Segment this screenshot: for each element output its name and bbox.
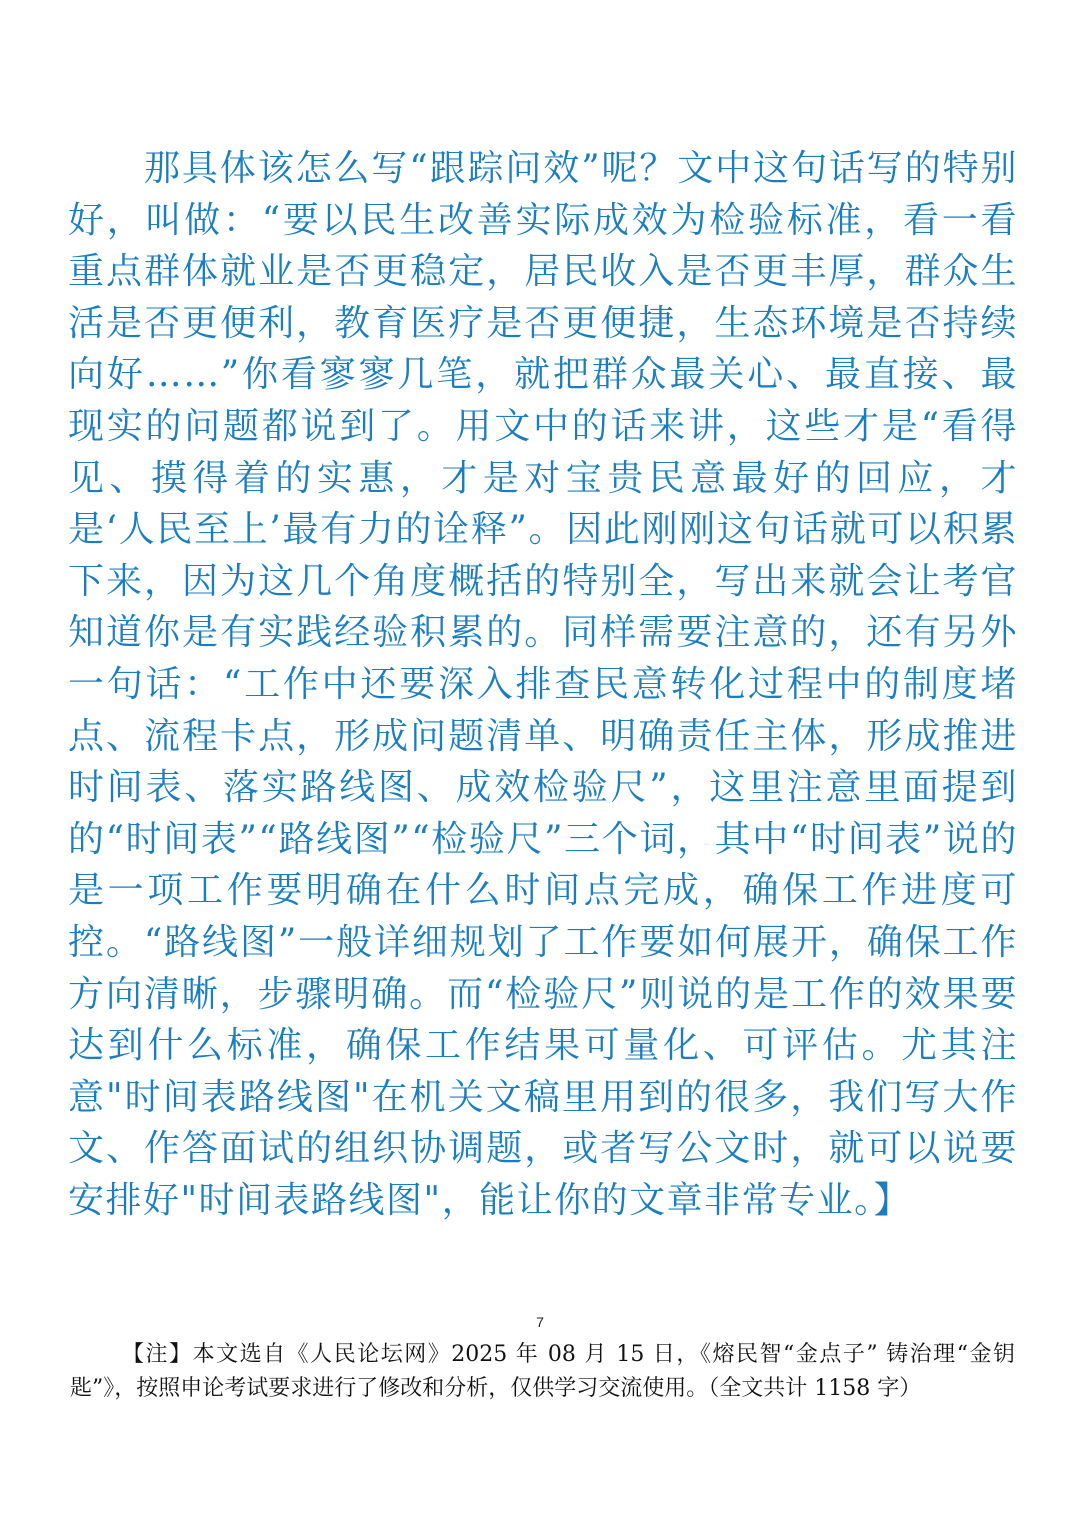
footnote: 【注】本文选自《人民论坛网》2025 年 08 月 15 日，《熔民智“金点子” 铸治理“金钥匙”》，按照申论考试要求进行了修改和分析，仅供学习交流使用。（全文共计 1158 字）: [70, 1342, 1015, 1401]
body-paragraph: 那具体该怎么写“跟踪问效”呢？文中这句话写的特别好，叫做：“要以民生改善实际成效为检验标准，看一看重点群体就业是否更稳定，居民收入是否更丰厚，群众生活是否更便利，教育医疗是否更便捷，生态环境是否持续向好……”你看寥寥几笔，就把群众最关心、最直接、最现实的问题都说到了。用文中的话来讲，这些才是“看得见、摸得着的实惠，才是对宝贵民意最好的回应，才是‘人民至上’最有力的诠释”。因此刚刚这句话就可以积累下来，因为这几个角度概括的特别全，写出来就会让考官知道你是有实践经验积累的。同样需要注意的，还有另外一句话：“工作中还要深入排查民意转化过程中的制度堵点、流程卡点，形成问题清单、明确责任主体，形成推进时间表、落实路线图、成效检验尺”，这里注意里面提到的“时间表”“路线图”“检验尺”三个词，其中“时间表”说的是一项工作要明确在什么时间点完成，确保工作进度可控。“路线图”一般详细规划了工作要如何展开，确保工作方向清晰，步骤明确。而“检验尺”则说的是工作的效果要达到什么标准，确保工作结果可量化、可评估。尤其注意"时间表路线图"在机关文稿里用到的很多，我们写大作文、作答面试的组织协调题，或者写公文时，就可以说要安排好"时间表路线图"，能让你的文章非常专业。】: [68, 148, 1018, 1221]
page-number: 7: [536, 1314, 544, 1330]
